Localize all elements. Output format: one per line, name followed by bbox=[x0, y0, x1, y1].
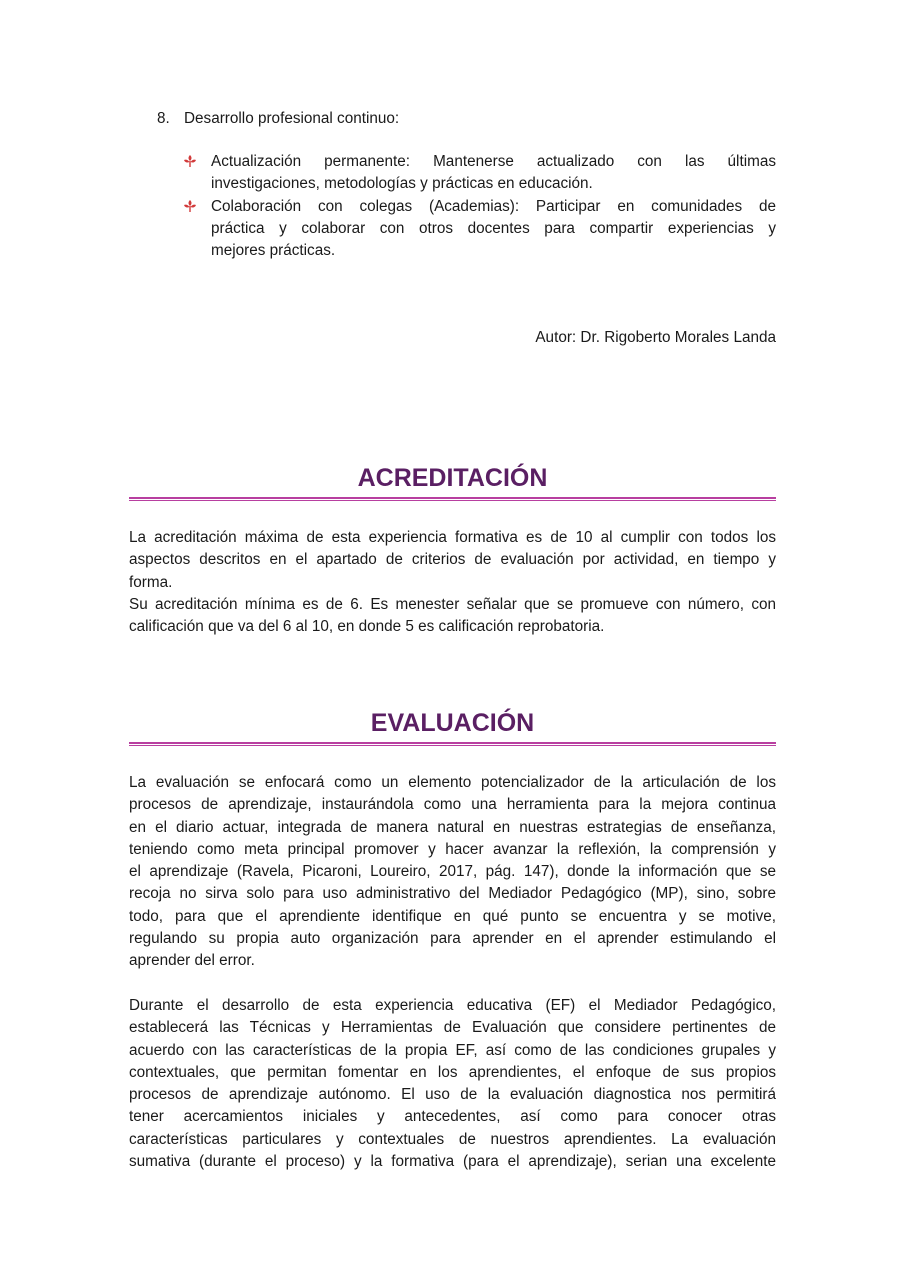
bullet-item bbox=[183, 196, 776, 263]
text-line: características particulares y contextuales de nuestros aprendientes. La evaluación bbox=[129, 1130, 776, 1148]
list-number: 8. bbox=[157, 110, 170, 127]
text-line: teniendo como meta principal promover y hacer avanzar la reflexión, la comprensión y bbox=[129, 840, 776, 858]
author-credit: Autor: Dr. Rigoberto Morales Landa bbox=[535, 329, 776, 346]
text-line: tener acercamientos iniciales y antecedentes, así como para conocer otras bbox=[129, 1108, 776, 1126]
text-line: La evaluación se enfocará como un elemento potencializador de la articulación de los bbox=[129, 774, 776, 791]
fleur-bullet-icon bbox=[183, 154, 197, 168]
section-heading-acreditacion: ACREDITACIÓN bbox=[357, 464, 548, 492]
text-line: calificación que va del 6 al 10, en donde 5 es calificación reprobatoria. bbox=[129, 618, 605, 636]
text-line: La acreditación máxima de esta experiencia formativa es de 10 al cumplir con todos los bbox=[129, 529, 776, 546]
text-line: sumativa (durante el proceso) y la formativa (para el aprendizaje), serian una excelente bbox=[129, 1153, 776, 1171]
text-line: todo, para que el aprendiente identifique en qué punto se encuentra y se motive, bbox=[129, 907, 776, 925]
text-line: contextuales, que permitan fomentar en los aprendientes, el enfoque de sus propios bbox=[129, 1063, 776, 1081]
bullet-line: mejores prácticas. bbox=[211, 242, 336, 260]
section-heading-evaluacion: EVALUACIÓN bbox=[370, 709, 535, 737]
text-line: regulando su propia auto organización para aprender en el aprender estimulando el bbox=[129, 930, 776, 948]
text-line: aprender del error. bbox=[129, 952, 255, 970]
text-line: en el diario actuar, integrada de manera natural en nuestras estrategias de enseñanza, bbox=[129, 818, 776, 836]
text-line: recoja no sirva solo para uso administrativo del Mediador Pedagógico (MP), sino, sobre bbox=[129, 885, 776, 903]
evaluacion-paragraph-2 bbox=[129, 995, 776, 1173]
text-line: forma. bbox=[129, 573, 173, 591]
bullet-line: investigaciones, metodologías y prácticas en educación. bbox=[211, 175, 593, 193]
bullet-item bbox=[183, 151, 776, 196]
text-line: procesos de aprendizaje, instaurándola como una herramienta para la mejora continua bbox=[129, 796, 776, 814]
fleur-bullet-icon bbox=[183, 199, 197, 213]
text-line: Durante el desarrollo de esta experiencia educativa (EF) el Mediador Pedagógico, bbox=[129, 997, 776, 1014]
list-item-8 bbox=[157, 108, 777, 130]
list-item-title: Desarrollo profesional continuo: bbox=[184, 110, 400, 127]
bullet-list bbox=[183, 151, 776, 262]
text-line: el aprendizaje (Ravela, Picaroni, Loureiro, 2017, pág. 147), donde la información que se bbox=[129, 863, 776, 881]
text-line: procesos de aprendizaje autónomo. El uso de la evaluación diagnostica nos permitirá bbox=[129, 1086, 776, 1104]
text-line: establecerá las Técnicas y Herramientas de Evaluación que considere pertinentes de bbox=[129, 1019, 776, 1037]
text-line: Su acreditación mínima es de 6. Es menester señalar que se promueve con número, con bbox=[129, 595, 776, 613]
text-line: aspectos descritos en el apartado de criterios de evaluación por actividad, en tiempo y bbox=[129, 551, 776, 569]
bullet-line: Actualización permanente: Mantenerse actualizado con las últimas bbox=[211, 153, 776, 170]
evaluacion-paragraph-1 bbox=[129, 772, 776, 973]
heading-divider bbox=[129, 497, 776, 502]
acreditacion-paragraph bbox=[129, 527, 776, 638]
heading-divider bbox=[129, 742, 776, 747]
bullet-line: Colaboración con colegas (Academias): Participar en comunidades de bbox=[211, 197, 776, 215]
bullet-line: práctica y colaborar con otros docentes para compartir experiencias y bbox=[211, 219, 776, 237]
text-line: acuerdo con las características de la propia EF, así como de las condiciones grupales y bbox=[129, 1041, 776, 1059]
